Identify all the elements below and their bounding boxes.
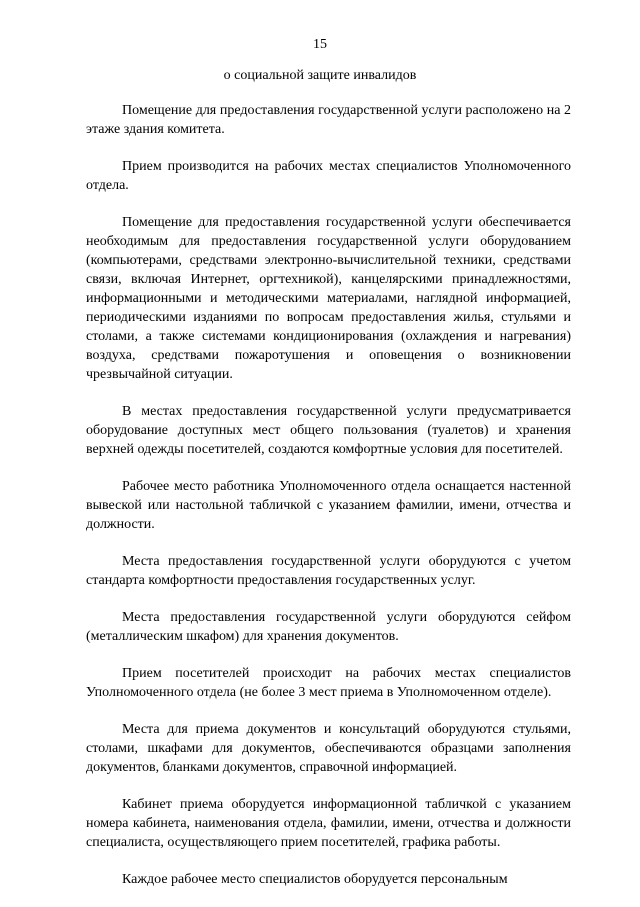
paragraph: В местах предоставления государственной услуги предусматривается оборудование доступных мест общего пользования (туалетов) и хранения верхней одежды посетителей, создаются комфортные условия для посетителей. — [86, 404, 571, 457]
paragraph: Места предоставления государственной услуги оборудуются сейфом (металлическим шкафом) для хранения документов. — [86, 610, 571, 644]
paragraph: Прием производится на рабочих местах специалистов Уполномоченного отдела. — [86, 159, 571, 193]
running-header: о социальной защите инвалидов — [223, 68, 417, 83]
page-number: 15 — [313, 37, 327, 52]
paragraph: Помещение для предоставления государственной услуги расположено на 2 этаже здания комитета. — [86, 103, 571, 137]
paragraph: Места для приема документов и консультаций оборудуются стульями, столами, шкафами для документов, обеспечиваются образцами заполнения документов, бланками документов, справочной информацией. — [86, 722, 571, 775]
paragraph: Прием посетителей происходит на рабочих местах специалистов Уполномоченного отдела (не более 3 мест приема в Уполномоченном отделе). — [86, 666, 571, 700]
paragraph: Помещение для предоставления государственной услуги обеспечивается необходимым для предоставления государственной услуги оборудованием (компьютерами, средствами электронно-вычислительной техники, средствами связи, включая Интернет, оргтехникой), канцелярскими принадлежностями, информационными и методическими материалами, наглядной информацией, периодическими изданиями по вопросам предоставления жилья, стульями и столами, а также системами кондиционирования (охлаждения и нагревания) воздуха, средствами пожаротушения и оповещения о возникновении чрезвычайной ситуации. — [86, 215, 571, 382]
paragraph: Кабинет приема оборудуется информационной табличкой с указанием номера кабинета, наименования отдела, фамилии, имени, отчества и должности специалиста, осуществляющего прием посетителей, графика работы. — [86, 797, 571, 850]
paragraph-continued: Каждое рабочее место специалистов оборудуется персональным — [122, 872, 508, 887]
document-body — [86, 101, 571, 907]
paragraph: Места предоставления государственной услуги оборудуются с учетом стандарта комфортности предоставления государственных услуг. — [86, 554, 571, 588]
paragraph: Рабочее место работника Уполномоченного отдела оснащается настенной вывеской или настольной табличкой с указанием фамилии, имени, отчества и должности. — [86, 479, 571, 532]
